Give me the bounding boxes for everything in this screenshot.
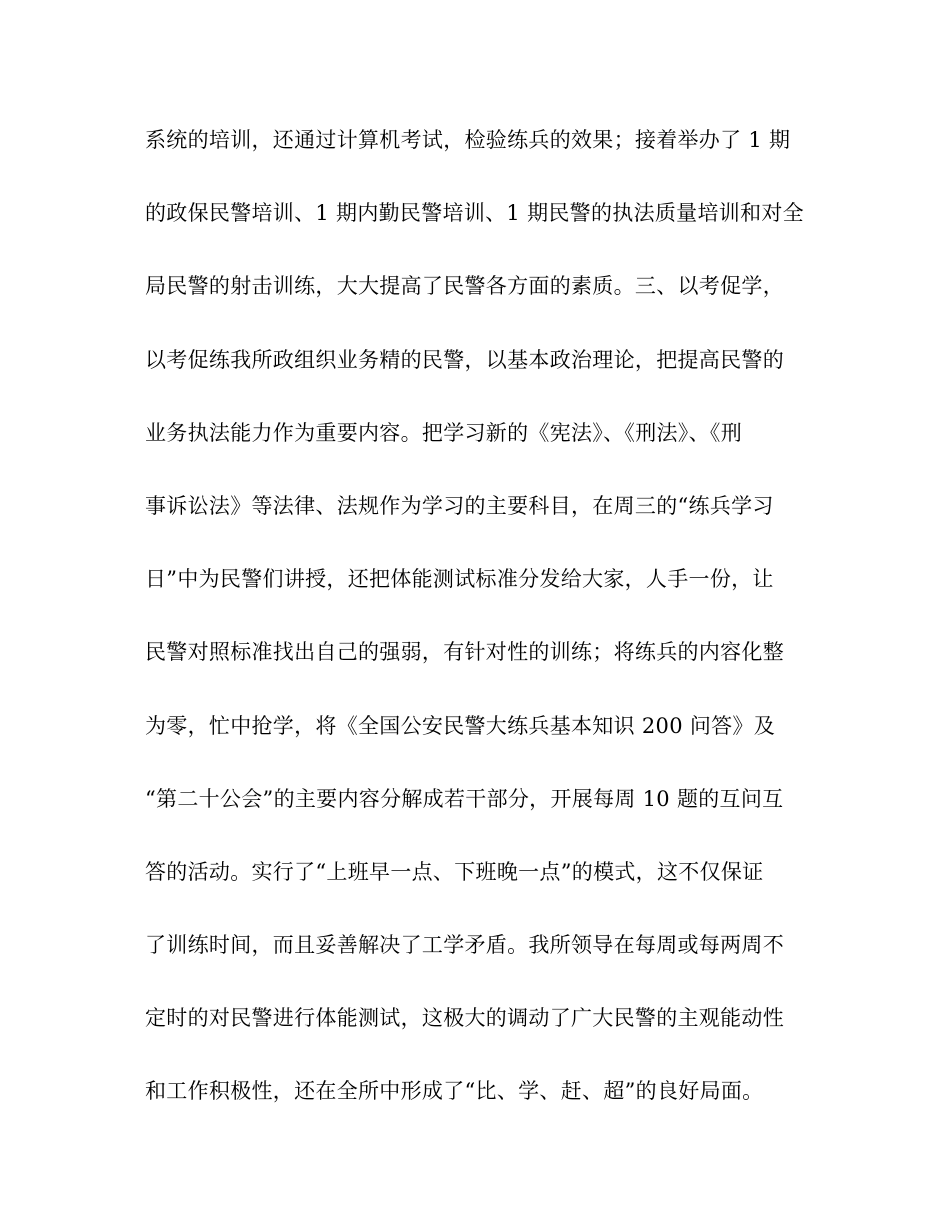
text-line: 事诉讼法》等法律、法规作为学习的主要科目，在周三的“练兵学习: [145, 493, 774, 518]
text-line: 日”中为民警们讲授，还把体能测试标准分发给大家，人手一份，让: [145, 567, 774, 592]
text-line: 民警对照标准找出自己的强弱，有针对性的训练；将练兵的内容化整: [145, 640, 784, 665]
text-line: 了训练时间，而且妥善解决了工学矛盾。我所领导在每周或每两周不: [145, 933, 784, 958]
text-line: 以考促练我所政组织业务精的民警，以基本政治理论，把提高民警的: [145, 347, 784, 372]
body-text: [145, 120, 815, 1145]
text-line: 局民警的射击训练，大大提高了民警各方面的素质。三、以考促学，: [145, 274, 784, 299]
text-line: 的政保民警培训、1 期内勤民警培训、1 期民警的执法质量培训和对全: [145, 201, 804, 226]
text-line: 为零，忙中抢学，将《全国公安民警大练兵基本知识 200 问答》及: [145, 713, 776, 738]
text-line: “第二十公会”的主要内容分解成若干部分，开展每周 10 题的互问互: [145, 786, 784, 811]
text-line: 定时的对民警进行体能测试，这极大的调动了广大民警的主观能动性: [145, 1006, 784, 1031]
text-line: 系统的培训，还通过计算机考试，检验练兵的效果；接着举办了 1 期: [145, 128, 791, 152]
text-line: 和工作积极性，还在全所中形成了“比、学、赶、超”的良好局面。: [145, 1079, 764, 1104]
text-line: 答的活动。实行了“上班早一点、下班晚一点”的模式，这不仅保证: [145, 859, 764, 884]
text-line: 业务执法能力作为重要内容。把学习新的《宪法》、《刑法》、《刑: [145, 420, 742, 445]
